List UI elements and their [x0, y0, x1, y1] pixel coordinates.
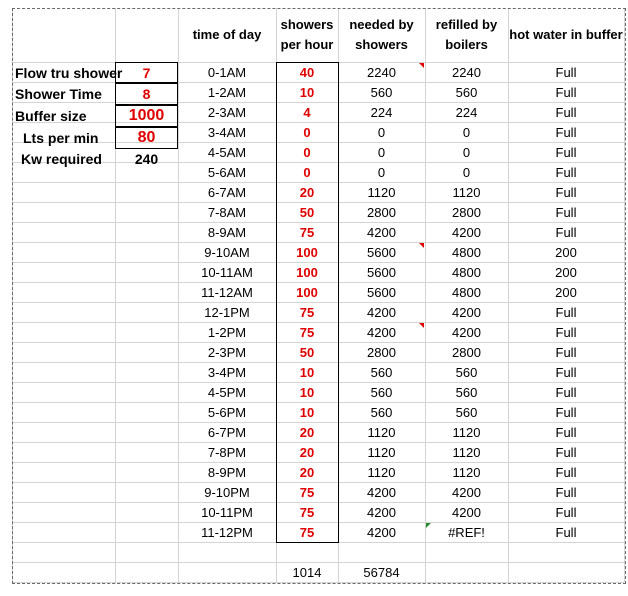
cell-needed[interactable]: 2240	[367, 64, 396, 80]
cell-buffer[interactable]: Full	[555, 444, 577, 460]
cell-refilled[interactable]: 4200	[452, 484, 481, 500]
cell-refilled[interactable]: 560	[455, 364, 478, 380]
param-label[interactable]: Flow tru shower	[15, 64, 123, 81]
cell-buffer[interactable]: Full	[555, 304, 577, 320]
cell-showers[interactable]: 10	[299, 404, 315, 420]
header-time-of-day[interactable]: time of day	[192, 27, 262, 42]
cell-showers[interactable]: 100	[296, 264, 318, 280]
cell-time[interactable]: 6-7PM	[207, 424, 247, 440]
param-value[interactable]: 80	[115, 127, 178, 149]
cell-buffer[interactable]: Full	[555, 104, 577, 120]
cell-buffer[interactable]: Full	[555, 364, 577, 380]
cell-time[interactable]: 6-7AM	[207, 184, 247, 200]
cell-showers[interactable]: 75	[299, 224, 315, 240]
cell-showers[interactable]: 100	[296, 284, 318, 300]
error-indicator[interactable]	[426, 523, 431, 528]
cell-refilled[interactable]: 4800	[452, 264, 481, 280]
cell-time[interactable]: 5-6PM	[207, 404, 247, 420]
cell-time[interactable]: 4-5PM	[207, 384, 247, 400]
cell-needed[interactable]: 5600	[367, 284, 396, 300]
cell-time[interactable]: 4-5AM	[207, 144, 247, 160]
cell-showers[interactable]: 0	[303, 164, 311, 180]
cell-needed[interactable]: 0	[377, 124, 386, 140]
cell-needed[interactable]: 224	[370, 104, 393, 120]
cell-refilled[interactable]: #REF!	[448, 524, 485, 540]
total-showers: 1014	[292, 564, 322, 580]
cell-time[interactable]: 7-8AM	[207, 204, 247, 220]
cell-showers[interactable]: 20	[299, 184, 315, 200]
cell-showers[interactable]: 50	[299, 204, 315, 220]
cell-buffer[interactable]: Full	[555, 64, 577, 80]
cell-needed[interactable]: 4200	[367, 484, 396, 500]
cell-time[interactable]: 10-11PM	[201, 504, 253, 520]
cell-buffer[interactable]: Full	[555, 484, 577, 500]
cell-needed[interactable]: 560	[370, 384, 393, 400]
comment-indicator[interactable]	[419, 63, 424, 68]
cell-buffer[interactable]: Full	[555, 144, 577, 160]
cell-time[interactable]: 5-6AM	[207, 164, 247, 180]
cell-showers[interactable]: 75	[299, 304, 315, 320]
cell-buffer[interactable]: Full	[555, 84, 577, 100]
cell-buffer[interactable]: 200	[555, 244, 577, 260]
cell-buffer[interactable]: Full	[555, 424, 577, 440]
cell-showers[interactable]: 20	[299, 444, 315, 460]
cell-time[interactable]: 11-12AM	[201, 284, 253, 300]
cell-time[interactable]: 9-10AM	[204, 244, 250, 260]
cell-time[interactable]: 8-9PM	[207, 464, 247, 480]
param-label[interactable]: Buffer size	[15, 108, 87, 124]
cell-time[interactable]: 1-2AM	[207, 84, 247, 100]
cell-showers[interactable]: 10	[299, 384, 315, 400]
cell-refilled[interactable]: 1120	[452, 464, 481, 480]
cell-time[interactable]: 3-4AM	[207, 124, 247, 140]
cell-buffer[interactable]: Full	[555, 504, 577, 520]
cell-showers[interactable]: 20	[299, 424, 315, 440]
cell-buffer[interactable]: Full	[555, 324, 577, 340]
cell-needed[interactable]: 2800	[367, 344, 396, 360]
cell-buffer[interactable]: Full	[555, 344, 577, 360]
cell-time[interactable]: 9-10PM	[204, 484, 250, 500]
header-hot-water-in-buffer[interactable]: hot water in buffer	[509, 27, 623, 42]
cell-buffer[interactable]: Full	[555, 164, 577, 180]
cell-needed[interactable]: 1120	[367, 184, 396, 200]
cell-time[interactable]: 7-8PM	[207, 444, 247, 460]
cell-time[interactable]: 8-9AM	[207, 224, 247, 240]
cell-refilled[interactable]: 4200	[452, 224, 481, 240]
cell-refilled[interactable]: 1120	[452, 444, 481, 460]
header-refilled-by-boilers[interactable]: refilled by boilers	[435, 17, 498, 52]
cell-time[interactable]: 1-2PM	[207, 324, 247, 340]
cell-buffer[interactable]: Full	[555, 184, 577, 200]
param-label[interactable]: Lts per min	[23, 130, 99, 146]
cell-needed[interactable]: 1120	[367, 464, 396, 480]
cell-time[interactable]: 12-1PM	[204, 304, 250, 320]
cell-needed[interactable]: 560	[370, 364, 393, 380]
param-value[interactable]: 8	[115, 83, 178, 105]
cell-showers[interactable]: 75	[299, 484, 315, 500]
showers-column-border	[276, 62, 339, 543]
cell-refilled[interactable]: 4200	[452, 324, 481, 340]
cell-needed[interactable]: 560	[370, 404, 393, 420]
cell-refilled[interactable]: 0	[462, 124, 471, 140]
cell-refilled[interactable]: 4800	[452, 284, 481, 300]
cell-needed[interactable]: 0	[377, 164, 386, 180]
cell-buffer[interactable]: Full	[555, 384, 577, 400]
cell-refilled[interactable]: 2800	[452, 344, 481, 360]
cell-showers[interactable]: 75	[299, 324, 315, 340]
header-needed-by-showers[interactable]: needed by showers	[349, 17, 414, 52]
cell-buffer[interactable]: Full	[555, 464, 577, 480]
cell-refilled[interactable]: 0	[462, 144, 471, 160]
cell-needed[interactable]: 5600	[367, 244, 396, 260]
cell-refilled[interactable]: 4800	[452, 244, 481, 260]
cell-buffer[interactable]: Full	[555, 524, 577, 540]
comment-indicator[interactable]	[419, 323, 424, 328]
cell-refilled[interactable]: 2800	[452, 204, 481, 220]
cell-refilled[interactable]: 560	[455, 384, 478, 400]
cell-refilled[interactable]: 4200	[452, 504, 481, 520]
cell-needed[interactable]: 4200	[367, 224, 396, 240]
cell-refilled[interactable]: 0	[462, 164, 471, 180]
header-showers-per-hour[interactable]: showers per hour	[280, 17, 334, 52]
cell-needed[interactable]: 4200	[367, 324, 396, 340]
cell-needed[interactable]: 0	[377, 144, 386, 160]
param-value[interactable]: 7	[115, 62, 178, 83]
param-label[interactable]: Shower Time	[15, 86, 102, 102]
cell-needed[interactable]: 560	[370, 84, 393, 100]
cell-showers[interactable]: 50	[299, 344, 315, 360]
cell-time[interactable]: 2-3PM	[207, 344, 247, 360]
cell-showers[interactable]: 0	[303, 124, 311, 140]
cell-time[interactable]: 11-12PM	[201, 524, 253, 540]
param-label[interactable]: Kw required	[21, 151, 102, 167]
cell-refilled[interactable]: 1120	[452, 424, 481, 440]
cell-refilled[interactable]: 560	[455, 84, 478, 100]
cell-time[interactable]: 0-1AM	[207, 64, 247, 80]
cell-refilled[interactable]: 4200	[452, 304, 481, 320]
cell-refilled[interactable]: 224	[455, 104, 478, 120]
cell-showers[interactable]: 10	[299, 364, 315, 380]
comment-indicator[interactable]	[419, 243, 424, 248]
cell-refilled[interactable]: 2240	[452, 64, 481, 80]
cell-buffer[interactable]: 200	[555, 264, 577, 280]
cell-time[interactable]: 10-11AM	[201, 264, 253, 280]
cell-needed[interactable]: 4200	[367, 504, 396, 520]
cell-showers[interactable]: 40	[299, 64, 315, 80]
cell-needed[interactable]: 4200	[367, 304, 396, 320]
cell-showers[interactable]: 0	[303, 144, 311, 160]
cell-needed[interactable]: 5600	[367, 264, 396, 280]
cell-time[interactable]: 2-3AM	[207, 104, 247, 120]
cell-showers[interactable]: 10	[299, 84, 315, 100]
cell-buffer[interactable]: Full	[555, 224, 577, 240]
cell-showers[interactable]: 75	[299, 524, 315, 540]
cell-showers[interactable]: 75	[299, 504, 315, 520]
cell-needed[interactable]: 1120	[367, 424, 396, 440]
cell-refilled[interactable]: 1120	[452, 184, 481, 200]
cell-needed[interactable]: 2800	[367, 204, 396, 220]
param-value[interactable]: 1000	[115, 105, 178, 127]
cell-refilled[interactable]: 560	[455, 404, 478, 420]
cell-showers[interactable]: 4	[303, 104, 311, 120]
cell-buffer[interactable]: 200	[555, 284, 577, 300]
param-value[interactable]: 240	[134, 151, 159, 167]
cell-buffer[interactable]: Full	[555, 204, 577, 220]
cell-time[interactable]: 3-4PM	[207, 364, 247, 380]
cell-needed[interactable]: 1120	[367, 444, 396, 460]
cell-showers[interactable]: 20	[299, 464, 315, 480]
cell-needed[interactable]: 4200	[367, 524, 396, 540]
cell-buffer[interactable]: Full	[555, 404, 577, 420]
cell-buffer[interactable]: Full	[555, 124, 577, 140]
total-needed: 56784	[363, 564, 400, 580]
cell-showers[interactable]: 100	[296, 244, 318, 260]
